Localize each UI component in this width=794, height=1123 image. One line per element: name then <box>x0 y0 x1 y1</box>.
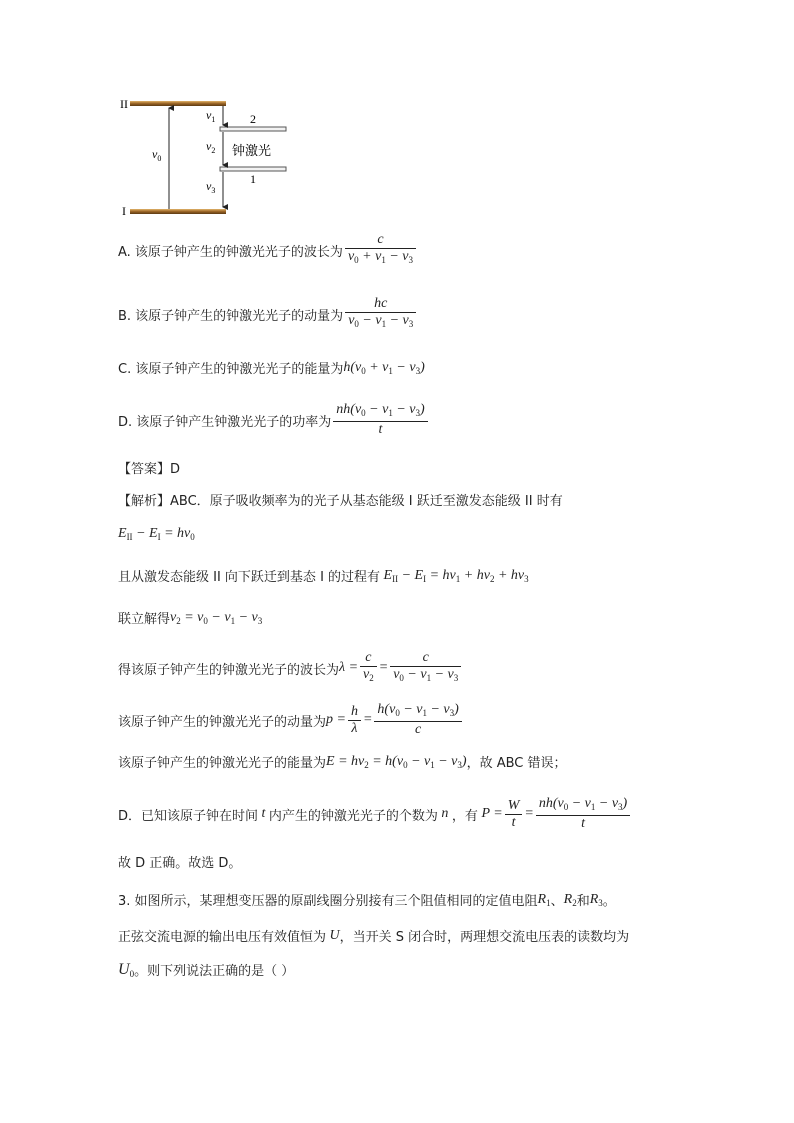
analysis-line-6 <box>118 702 464 738</box>
question3-text-2a: 正弦交流电源的输出电压有效值恒为 <box>118 930 327 945</box>
analysis-line-8-b: 内产生的钟激光光子的个数为 <box>268 808 438 824</box>
question3-text-2b: ，当开关 S 闭合时，两理想交流电压表的读数均为 <box>339 930 630 945</box>
level-2-bar <box>220 127 286 131</box>
label-nu3: $\nu_3$ <box>206 179 216 195</box>
analysis-eq-2: $E_{II} - E_I = h\nu_1 + h\nu_2 + h\nu_3$ <box>380 567 529 584</box>
question3-text-3: 。则下列说法正确的是（ ） <box>134 964 295 979</box>
analysis-line-6-text: 该原子钟产生的钟激光光子的动量为 <box>118 714 327 730</box>
analysis-line-5-text: 得该原子钟产生的钟激光光子的波长为 <box>118 662 340 678</box>
analysis-eq-wavelength: λ = $\frac{c}{\nu_2}$ = $\frac{c}{\nu_0 - \nu_1 - \nu_3}$ <box>339 650 463 686</box>
analysis-eq-1: $E_{II} - E_I = h\nu_0$ <box>118 526 195 542</box>
analysis-line-7-tail: ，故 ABC 错误； <box>466 756 567 771</box>
question3-line-1: 3. 如图所示，某理想变压器的原副线圈分别接有三个阻值相同的定值电阻 $R_1$ 、 $R_2$ 和 $R_3$ 。 <box>118 891 616 909</box>
analysis-line-5 <box>118 650 463 686</box>
analysis-eq-power: P = $\frac{W}{t}$ = $\frac{nh(\nu_0 - \nu_1 - \nu_3)}{t}$ <box>478 796 632 832</box>
analysis-line-3 <box>118 566 529 585</box>
option-c-formula: $h(\nu_0 + \nu_1 - \nu_3)$ <box>343 359 425 376</box>
analysis-line-8-c: ，有 <box>451 808 478 824</box>
option-c <box>118 358 425 377</box>
analysis-line-3-text: 且从激发态能级 II 向下跃迁到基态 I 的过程有 <box>118 570 381 585</box>
option-b-formula: $\frac{hc}{\nu_0 - \nu_1 - \nu_3}$ <box>345 296 416 332</box>
question3-end: 。 <box>602 894 616 909</box>
label-laser: 钟激光 <box>232 144 272 159</box>
option-c-text: C. 该原子钟产生的钟激光光子的能量为 <box>118 362 344 377</box>
question3-text-1: 3. 如图所示，某理想变压器的原副线圈分别接有三个阻值相同的定值电阻 <box>118 894 538 909</box>
question3-line-2: 正弦交流电源的输出电压有效值恒为 U ，当开关 S 闭合时，两理想交流电压表的读数均为 <box>118 927 630 945</box>
label-II: II <box>120 97 128 111</box>
option-b <box>118 296 418 332</box>
analysis-eq-momentum: p = $\frac{h}{\lambda}$ = $\frac{h(\nu_0 - \nu_1 - \nu_3)}{c}$ <box>326 702 464 738</box>
level-I-bar <box>130 209 226 214</box>
analysis-line-7 <box>118 752 567 771</box>
label-nu1: $\nu_1$ <box>206 108 216 124</box>
analysis-line-8-a: D．已知该原子钟在时间 <box>118 808 259 824</box>
analysis-eq-energy: $E = h\nu_2 = h(\nu_0 - \nu_1 - \nu_3)$ <box>326 753 467 770</box>
analysis-line-4 <box>118 608 262 627</box>
analysis-line-1: 【解析】ABC．原子吸收频率为的光子从基态能级 I 跃迁至激发态能级 II 时有 <box>118 494 563 509</box>
option-b-text: B. 该原子钟产生的钟激光光子的动量为 <box>118 308 344 324</box>
analysis-line-7-text: 该原子钟产生的钟激光光子的能量为 <box>118 756 327 771</box>
level-II-bar <box>130 101 226 106</box>
label-nu2: $\nu_2$ <box>206 139 216 155</box>
question3-and: 和 <box>576 894 590 909</box>
option-d-formula: $\frac{nh(\nu_0 - \nu_1 - \nu_3)}{t}$ <box>333 402 427 438</box>
level-1-bar <box>220 167 286 171</box>
option-d-text: D. 该原子钟产生钟激光光子的功率为 <box>118 414 332 430</box>
analysis-line-4-text: 联立解得 <box>118 612 171 627</box>
energy-level-diagram <box>112 92 302 222</box>
label-1: 1 <box>250 172 256 186</box>
label-I: I <box>122 204 126 218</box>
option-a-formula: $\frac{c}{\nu_0 + \nu_1 - \nu_3}$ <box>345 232 416 268</box>
option-d <box>118 402 430 438</box>
analysis-eq-3: $\nu_2 = \nu_0 - \nu_1 - \nu_3$ <box>170 609 263 626</box>
option-a-text: A. 该原子钟产生的钟激光光子的波长为 <box>118 244 343 260</box>
option-a <box>118 232 418 268</box>
label-2: 2 <box>250 112 256 126</box>
label-nu0: $\nu_0$ <box>152 147 162 163</box>
question3-line-3: $U_0$ 。则下列说法正确的是（ ） <box>118 960 295 979</box>
analysis-line-9: 故 D 正确。故选 D。 <box>118 856 242 871</box>
analysis-line-8: D．已知该原子钟在时间 t 内产生的钟激光光子的个数为 n ，有 P = $\frac{W}{t}$ = $\frac{nh(\nu_0 - \nu_1 - \nu_3)}{t}$ <box>118 796 632 832</box>
answer-line: 【答案】D <box>118 462 181 477</box>
